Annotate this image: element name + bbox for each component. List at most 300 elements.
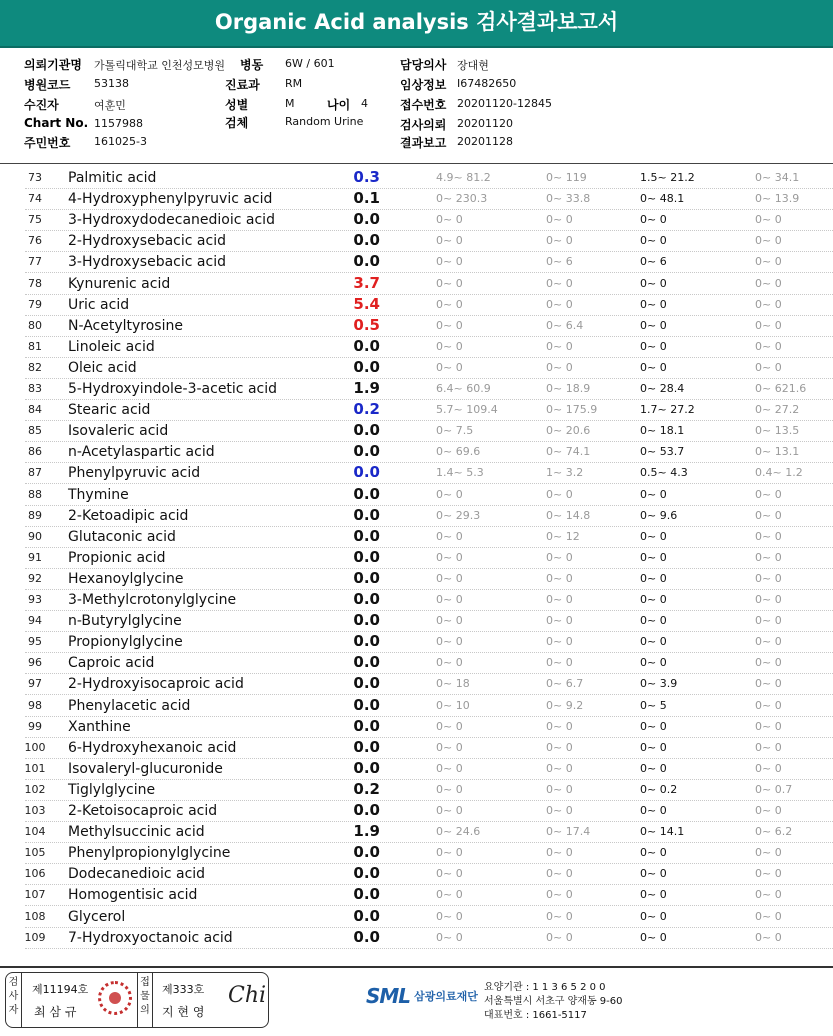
reference-range-1: 0~ 0: [436, 593, 463, 606]
examiner-name: 최 삼 규: [34, 1005, 77, 1019]
ward-label: 병동: [240, 58, 264, 72]
reference-range-3: 0~ 53.7: [640, 445, 685, 459]
row-number: 92: [28, 571, 42, 585]
reference-range-2: 0~ 0: [546, 719, 573, 733]
reference-range-4: 0~ 0: [755, 297, 782, 311]
row-number: 87: [28, 466, 42, 480]
result-value: 0.0: [353, 695, 380, 714]
reference-range-2: 0~ 0: [546, 740, 573, 754]
analyte-name: Thymine: [68, 486, 129, 503]
reference-range-4: 0~ 0: [755, 614, 782, 628]
row-number: 93: [28, 593, 42, 606]
result-value: 0.0: [353, 906, 380, 925]
table-row: [0, 337, 833, 358]
reference-range-1: 4.9~ 81.2: [436, 171, 491, 184]
reference-range-4: 0~ 0: [755, 213, 782, 227]
reference-range-1: 0~ 0: [436, 909, 463, 923]
row-number: 78: [28, 276, 42, 290]
reference-range-2: 0~ 0: [546, 761, 573, 775]
row-number: 96: [28, 656, 42, 670]
institution-label: 의뢰기관명: [24, 58, 82, 72]
analyte-name: n-Butyrylglycine: [68, 613, 182, 630]
reference-range-1: 0~ 0: [436, 635, 463, 649]
reference-range-1: 0~ 230.3: [436, 192, 488, 206]
reference-range-4: 0~ 0: [755, 255, 782, 269]
confirmer-label: 접물의: [137, 973, 153, 1027]
result-value: 0.0: [353, 252, 380, 271]
reference-range-2: 0~ 6: [546, 255, 573, 269]
reference-range-2: 0~ 0: [546, 846, 573, 860]
reference-range-2: 0~ 0: [546, 234, 573, 248]
reference-range-4: 0~ 0: [755, 276, 782, 290]
result-value: 0.0: [353, 758, 380, 777]
analyte-name: Dodecanedioic acid: [68, 866, 206, 883]
table-row: [0, 717, 833, 738]
reference-range-1: 0~ 0: [436, 339, 463, 353]
reference-range-4: 0~ 621.6: [755, 382, 807, 395]
reference-range-1: 0~ 0: [436, 656, 463, 670]
reference-range-3: 0~ 0: [640, 867, 667, 881]
analyte-name: Isovaleryl-glucuronide: [68, 760, 223, 777]
analyte-name: N-Acetyltyrosine: [68, 317, 183, 334]
patient-value: 여훈민: [94, 99, 126, 112]
row-number: 86: [28, 445, 42, 459]
clinical-label: 임상정보: [400, 78, 447, 92]
hospital-code-label: 병원코드: [24, 78, 71, 92]
row-number: 106: [24, 867, 46, 881]
reference-range-4: 0~ 0: [755, 761, 782, 775]
reference-range-4: 0~ 0: [755, 677, 782, 691]
result-value: 0.0: [353, 590, 380, 608]
result-value: 0.0: [353, 442, 380, 461]
table-row: [0, 653, 833, 674]
request-label: 검사의뢰: [400, 118, 447, 132]
reference-range-1: 0~ 10: [436, 698, 470, 712]
row-number: 104: [24, 825, 46, 839]
analyte-name: Homogentisic acid: [68, 887, 198, 904]
analyte-name: Stearic acid: [68, 402, 151, 419]
reference-range-2: 0~ 6.7: [546, 677, 584, 691]
reference-range-4: 0~ 6.2: [755, 825, 793, 839]
result-value: 0.0: [353, 843, 380, 862]
reference-range-4: 0~ 0: [755, 593, 782, 606]
reference-range-1: 0~ 0: [436, 487, 463, 501]
reference-range-2: 0~ 74.1: [546, 445, 591, 459]
reference-range-4: 0~ 34.1: [755, 171, 800, 184]
reference-range-4: 0~ 0: [755, 846, 782, 860]
reference-range-2: 0~ 0: [546, 593, 573, 606]
result-value: 0.1: [353, 189, 380, 208]
reference-range-2: 0~ 14.8: [546, 508, 591, 522]
row-number: 77: [28, 255, 42, 269]
result-value: 0.3: [353, 168, 380, 186]
reference-range-1: 0~ 0: [436, 550, 463, 564]
row-number: 107: [24, 888, 46, 902]
reference-range-4: 0~ 27.2: [755, 403, 800, 417]
row-number: 97: [28, 677, 42, 691]
reference-range-1: 0~ 0: [436, 297, 463, 311]
reference-range-1: 0~ 29.3: [436, 508, 481, 522]
result-value: 0.0: [353, 632, 380, 651]
table-row: [0, 696, 833, 717]
reference-range-1: 0~ 0: [436, 740, 463, 754]
examiner-label: 검사자: [6, 973, 22, 1027]
header-divider: [0, 163, 833, 164]
reference-range-4: 0~ 0: [755, 740, 782, 754]
table-row: [0, 843, 833, 864]
reference-range-2: 0~ 0: [546, 571, 573, 585]
reference-range-2: 0~ 0: [546, 635, 573, 649]
reference-range-1: 0~ 0: [436, 888, 463, 902]
reference-range-2: 0~ 20.6: [546, 424, 591, 438]
reference-range-3: 0.5~ 4.3: [640, 466, 688, 480]
analyte-name: 4-Hydroxyphenylpyruvic acid: [68, 191, 273, 208]
result-value: 0.0: [353, 463, 380, 482]
analyte-name: Isovaleric acid: [68, 423, 169, 440]
reference-range-1: 0~ 24.6: [436, 825, 481, 839]
reference-range-1: 0~ 0: [436, 782, 463, 796]
reference-range-3: 0~ 0: [640, 276, 667, 290]
reference-range-4: 0~ 0: [755, 234, 782, 248]
reference-range-4: 0~ 0: [755, 719, 782, 733]
reference-range-1: 0~ 0: [436, 614, 463, 628]
row-number: 109: [24, 930, 46, 944]
analyte-name: Propionic acid: [68, 549, 166, 566]
patient-label: 수진자: [24, 98, 59, 112]
table-row: [0, 295, 833, 316]
lab-name: 삼광의료재단: [414, 990, 478, 1003]
row-number: 76: [28, 234, 42, 248]
reference-range-1: 5.7~ 109.4: [436, 403, 498, 417]
signature-box: [5, 972, 269, 1028]
reference-range-4: 0~ 0: [755, 930, 782, 944]
reference-range-4: 0~ 0: [755, 635, 782, 649]
reference-range-3: 0~ 0: [640, 740, 667, 754]
row-number: 90: [28, 529, 42, 543]
reference-range-3: 0~ 0: [640, 550, 667, 564]
reference-range-1: 0~ 0: [436, 213, 463, 227]
reference-range-4: 0~ 0.7: [755, 782, 793, 796]
patient-info: [0, 52, 833, 164]
specimen-value: Random Urine: [285, 115, 364, 128]
reference-range-1: 0~ 0: [436, 360, 463, 374]
reference-range-2: 0~ 0: [546, 930, 573, 944]
reference-range-3: 0~ 0: [640, 888, 667, 902]
row-number: 98: [28, 698, 42, 712]
reference-range-3: 0~ 0: [640, 909, 667, 923]
result-value: 0.0: [353, 653, 380, 672]
reference-range-1: 6.4~ 60.9: [436, 382, 491, 395]
table-row: [0, 569, 833, 590]
table-row: [0, 907, 833, 928]
reference-range-2: 0~ 12: [546, 529, 580, 543]
reference-range-3: 0~ 0: [640, 529, 667, 543]
reference-range-3: 1.5~ 21.2: [640, 171, 695, 184]
analyte-name: Caproic acid: [68, 655, 155, 672]
official-seal: [98, 981, 132, 1015]
lab-code: 요양기관 : 1 1 3 6 5 2 0 0: [484, 982, 606, 993]
row-number: 88: [28, 487, 42, 501]
result-value: 0.0: [353, 526, 380, 545]
row-number: 99: [28, 719, 42, 733]
table-row: [0, 506, 833, 527]
table-row: [0, 801, 833, 822]
reference-range-3: 0~ 0: [640, 297, 667, 311]
reference-range-3: 0~ 48.1: [640, 192, 685, 206]
reference-range-3: 0~ 0: [640, 213, 667, 227]
table-row: [0, 316, 833, 337]
analyte-name: 3-Methylcrotonylglycine: [68, 592, 237, 608]
result-value: 0.0: [353, 505, 380, 524]
analyte-name: Palmitic acid: [68, 170, 157, 186]
table-row: [0, 590, 833, 611]
reference-range-4: 0~ 13.1: [755, 445, 800, 459]
result-value: 0.0: [353, 927, 380, 946]
sex-label: 성별: [225, 98, 249, 112]
reference-range-3: 0~ 0: [640, 635, 667, 649]
analyte-name: Glycerol: [68, 908, 126, 925]
table-row: [0, 885, 833, 906]
result-value: 0.0: [353, 210, 380, 229]
row-number: 103: [24, 804, 46, 817]
reference-range-2: 0~ 33.8: [546, 192, 591, 206]
row-number: 102: [24, 782, 46, 796]
reference-range-1: 0~ 0: [436, 846, 463, 860]
age-label: 나이: [327, 98, 351, 112]
table-row: [0, 548, 833, 569]
table-row: [0, 421, 833, 442]
reference-range-2: 0~ 0: [546, 614, 573, 628]
reference-range-4: 0~ 0: [755, 339, 782, 353]
analyte-name: Propionylglycine: [68, 634, 183, 651]
analyte-name: Kynurenic acid: [68, 275, 171, 292]
confirmer-license: 제333호: [162, 983, 205, 996]
result-value: 0.0: [353, 484, 380, 503]
ward-value: 6W / 601: [285, 57, 335, 70]
reference-range-4: 0.4~ 1.2: [755, 466, 803, 480]
reference-range-3: 0~ 0: [640, 318, 667, 332]
row-number: 75: [28, 213, 42, 227]
result-value: 0.0: [353, 864, 380, 883]
reference-range-3: 0~ 14.1: [640, 825, 685, 839]
analyte-name: Hexanoylglycine: [68, 570, 184, 587]
result-value: 0.0: [353, 336, 380, 355]
reference-range-2: 0~ 0: [546, 213, 573, 227]
reference-range-2: 0~ 0: [546, 656, 573, 670]
reference-range-3: 0~ 0: [640, 761, 667, 775]
row-separator: [25, 948, 833, 949]
lab-address: 서울특별시 서초구 양재동 9-60: [484, 996, 623, 1007]
institution-value: 가톨릭대학교 인천성모병원: [94, 59, 226, 72]
sex-value: M: [285, 97, 295, 110]
analyte-name: 2-Hydroxyisocaproic acid: [68, 676, 244, 693]
reference-range-1: 0~ 0: [436, 255, 463, 269]
analyte-name: 2-Ketoadipic acid: [68, 507, 189, 524]
row-number: 74: [28, 192, 42, 206]
reference-range-3: 0~ 0: [640, 930, 667, 944]
analyte-name: Xanthine: [68, 718, 131, 735]
reference-range-4: 0~ 0: [755, 867, 782, 881]
table-row: [0, 252, 833, 273]
row-number: 82: [28, 360, 42, 374]
reference-range-1: 0~ 0: [436, 234, 463, 248]
row-number: 105: [24, 846, 46, 860]
reference-range-1: 0~ 0: [436, 804, 463, 817]
result-value: 0.0: [353, 611, 380, 630]
lab-info: [484, 981, 623, 1023]
result-value: 0.0: [353, 674, 380, 693]
result-value: 1.9: [353, 822, 380, 841]
reference-range-2: 0~ 0: [546, 804, 573, 817]
signature: Chi: [228, 983, 267, 1008]
result-value: 0.0: [353, 421, 380, 440]
result-value: 5.4: [353, 294, 380, 313]
reference-range-4: 0~ 0: [755, 487, 782, 501]
hospital-code-value: 53138: [94, 77, 129, 90]
table-row: [0, 738, 833, 759]
analyte-name: Phenylpropionylglycine: [68, 845, 231, 862]
analyte-name: 3-Hydroxysebacic acid: [68, 254, 226, 271]
result-value: 0.0: [353, 357, 380, 376]
reference-range-2: 0~ 6.4: [546, 318, 584, 332]
receipt-value: 20201120-12845: [457, 97, 552, 110]
result-value: 0.2: [353, 400, 380, 419]
analyte-name: 3-Hydroxydodecanedioic acid: [68, 212, 275, 229]
analyte-name: Linoleic acid: [68, 338, 155, 355]
table-row: [0, 527, 833, 548]
reference-range-4: 0~ 0: [755, 698, 782, 712]
row-number: 95: [28, 635, 42, 649]
analyte-name: Oleic acid: [68, 359, 137, 376]
table-row: [0, 928, 833, 949]
reference-range-4: 0~ 0: [755, 571, 782, 585]
lab-phone: 대표번호 : 1661-5117: [484, 1010, 587, 1021]
logo-mark: SML: [366, 984, 411, 1008]
reference-range-3: 0~ 0: [640, 571, 667, 585]
analyte-name: Phenylacetic acid: [68, 697, 191, 714]
dept-value: RM: [285, 77, 303, 90]
row-number: 108: [24, 909, 46, 923]
reference-range-4: 0~ 0: [755, 804, 782, 817]
reference-range-1: 0~ 7.5: [436, 424, 474, 438]
result-value: 0.2: [353, 779, 380, 798]
reference-range-4: 0~ 0: [755, 360, 782, 374]
reference-range-2: 0~ 0: [546, 297, 573, 311]
analyte-name: 6-Hydroxyhexanoic acid: [68, 739, 237, 756]
reference-range-3: 0~ 9.6: [640, 508, 678, 522]
reference-range-1: 0~ 0: [436, 276, 463, 290]
clinical-value: I67482650: [457, 77, 517, 90]
row-number: 89: [28, 508, 42, 522]
table-row: [0, 379, 833, 400]
analyte-name: Uric acid: [68, 296, 130, 313]
reference-range-3: 0~ 28.4: [640, 382, 685, 395]
analyte-name: 5-Hydroxyindole-3-acetic acid: [68, 381, 278, 397]
table-row: [0, 864, 833, 885]
table-row: [0, 231, 833, 252]
table-row: [0, 400, 833, 421]
reference-range-2: 0~ 175.9: [546, 403, 598, 417]
reference-range-2: 0~ 0: [546, 487, 573, 501]
reference-range-3: 0~ 0: [640, 614, 667, 628]
reference-range-3: 0~ 0: [640, 339, 667, 353]
report-date-label: 결과보고: [400, 136, 447, 150]
id-label: 주민번호: [24, 136, 71, 150]
reference-range-4: 0~ 0: [755, 909, 782, 923]
confirmer-name: 지 현 영: [162, 1005, 205, 1019]
row-number: 83: [28, 382, 42, 395]
reference-range-1: 0~ 0: [436, 719, 463, 733]
reference-range-4: 0~ 13.9: [755, 192, 800, 206]
chart-label: Chart No.: [24, 116, 89, 130]
reference-range-4: 0~ 0: [755, 550, 782, 564]
reference-range-2: 0~ 0: [546, 276, 573, 290]
row-number: 100: [24, 740, 46, 754]
reference-range-4: 0~ 0: [755, 656, 782, 670]
analyte-name: 7-Hydroxyoctanoic acid: [68, 929, 233, 946]
reference-range-1: 0~ 18: [436, 677, 470, 691]
table-row: [0, 463, 833, 484]
reference-range-1: 0~ 0: [436, 571, 463, 585]
reference-range-1: 0~ 0: [436, 761, 463, 775]
request-value: 20201120: [457, 117, 513, 130]
reference-range-4: 0~ 13.5: [755, 424, 800, 438]
chart-value: 1157988: [94, 117, 143, 130]
reference-range-4: 0~ 0: [755, 888, 782, 902]
table-row: [0, 674, 833, 695]
doctor-label: 담당의사: [400, 58, 447, 72]
reference-range-2: 0~ 0: [546, 888, 573, 902]
result-value: 0.0: [353, 547, 380, 566]
reference-range-4: 0~ 0: [755, 318, 782, 332]
report-title: Organic Acid analysis 검사결과보고서: [0, 0, 833, 48]
analyte-name: 2-Ketoisocaproic acid: [68, 803, 218, 819]
reference-range-2: 0~ 0: [546, 360, 573, 374]
reference-range-3: 0~ 3.9: [640, 677, 678, 691]
reference-range-2: 0~ 0: [546, 782, 573, 796]
reference-range-1: 0~ 69.6: [436, 445, 481, 459]
reference-range-3: 0~ 6: [640, 255, 667, 269]
reference-range-1: 0~ 0: [436, 930, 463, 944]
result-value: 0.0: [353, 568, 380, 587]
row-number: 94: [28, 614, 42, 628]
lab-logo: [366, 984, 478, 1008]
reference-range-3: 0~ 0.2: [640, 782, 678, 796]
reference-range-3: 0~ 0: [640, 487, 667, 501]
reference-range-3: 0~ 5: [640, 698, 667, 712]
reference-range-2: 0~ 0: [546, 339, 573, 353]
table-row: [0, 780, 833, 801]
receipt-label: 접수번호: [400, 98, 447, 112]
table-row: [0, 189, 833, 210]
row-number: 79: [28, 297, 42, 311]
reference-range-2: 0~ 0: [546, 867, 573, 881]
age-value: 4: [361, 97, 368, 110]
reference-range-1: 1.4~ 5.3: [436, 466, 484, 480]
reference-range-2: 0~ 0: [546, 550, 573, 564]
analyte-name: 2-Hydroxysebacic acid: [68, 233, 226, 250]
table-row: [0, 485, 833, 506]
reference-range-1: 0~ 0: [436, 318, 463, 332]
reference-range-3: 1.7~ 27.2: [640, 403, 695, 417]
table-row: [0, 632, 833, 653]
doctor-value: 장대현: [457, 59, 489, 72]
reference-range-4: 0~ 0: [755, 529, 782, 543]
table-row: [0, 274, 833, 295]
analyte-name: Tiglylglycine: [68, 781, 156, 798]
result-value: 0.5: [353, 315, 380, 334]
reference-range-3: 0~ 0: [640, 360, 667, 374]
